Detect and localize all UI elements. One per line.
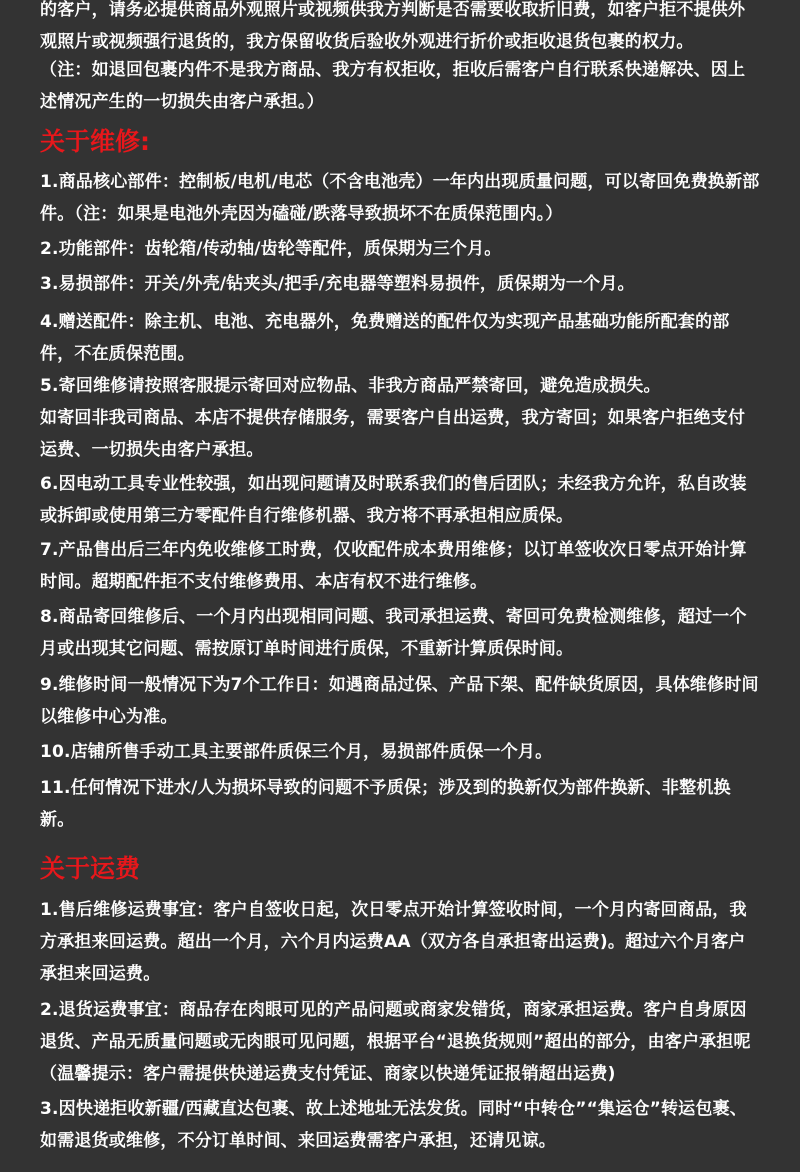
repair-item-11: 11.任何情况下进水/人为损坏导致的问题不予质保；涉及到的换新仅为部件换新、非整机换新。 [40, 778, 731, 830]
repair-item-7: 7.产品售出后三年内免收维修工时费，仅收配件成本费用维修；以订单签收次日零点开始计算时间。超期配件拒不支付维修费用、本店有权不进行维修。 [40, 540, 747, 592]
shipping-item-2: 2.退货运费事宜：商品存在肉眼可见的产品问题或商家发错货，商家承担运费。客户自身原因退货、产品无质量问题或无肉眼可见问题，根据平台“退换货规则”超出的部分，由客户承担呢（温馨提示：客户需提供快递运费支付凭证、商家以快递凭证报销超出运费) [40, 1000, 751, 1084]
repair-item-5-note: 如寄回非我司商品、本店不提供存储服务，需要客户自出运费，我方寄回；如果客户拒绝支付运费、一切损失由客户承担。 [40, 408, 746, 460]
intro-note: （注：如退回包裹内件不是我方商品、我方有权拒收，拒收后需客户自行联系快递解决、因上述情况产生的一切损失由客户承担。） [40, 60, 746, 112]
repair-item-1: 1.商品核心部件：控制板/电机/电芯（不含电池壳）一年内出现质量问题，可以寄回免费换新部件。（注：如果是电池外壳因为磕碰/跌落导致损坏不在质保范围内。） [40, 172, 760, 224]
repair-item-8: 8.商品寄回维修后、一个月内出现相同问题、我司承担运费、寄回可免费检测维修，超过一个月或出现其它问题、需按原订单时间进行质保，不重新计算质保时间。 [40, 607, 747, 659]
shipping-heading: 关于运费 [40, 854, 141, 883]
shipping-item-1: 1.售后维修运费事宜：客户自签收日起，次日零点开始计算签收时间，一个月内寄回商品，我方承担来回运费。超出一个月，六个月内运费AA（双方各自承担寄出运费)。超过六个月客户承担来回运费。 [40, 900, 747, 984]
repair-item-3: 3.易损部件：开关/外壳/钻夹头/把手/充电器等塑料易损件，质保期为一个月。 [40, 274, 635, 294]
repair-item-9: 9.维修时间一般情况下为7个工作日：如遇商品过保、产品下架、配件缺货原因，具体维修时间以维修中心为准。 [40, 675, 759, 727]
repair-item-5: 5.寄回维修请按照客服提示寄回对应物品、非我方商品严禁寄回，避免造成损失。 [40, 376, 661, 396]
shipping-item-3: 3.因快递拒收新疆/西藏直达包裹、故上述地址无法发货。同时“中转仓”“集运仓”转运包裹、如需退货或维修，不分订单时间、来回运费需客户承担，还请见谅。 [40, 1099, 747, 1151]
repair-heading: 关于维修: [40, 127, 150, 156]
repair-item-2: 2.功能部件：齿轮箱/传动轴/齿轮等配件，质保期为三个月。 [40, 239, 502, 259]
repair-item-4: 4.赠送配件：除主机、电池、充电器外，免费赠送的配件仅为实现产品基础功能所配套的部件，不在质保范围。 [40, 312, 730, 364]
repair-item-6: 6.因电动工具专业性较强，如出现问题请及时联系我们的售后团队；未经我方允许，私自改装或拆卸或使用第三方零配件自行维修机器、我方将不再承担相应质保。 [40, 474, 747, 526]
intro-paragraph: 的客户，请务必提供商品外观照片或视频供我方判断是否需要收取折旧费，如客户拒不提供外观照片或视频强行退货的，我方保留收货后验收外观进行折价或拒收退货包裹的权力。 [40, 0, 746, 52]
repair-item-10: 10.店铺所售手动工具主要部件质保三个月，易损部件质保一个月。 [40, 742, 553, 762]
